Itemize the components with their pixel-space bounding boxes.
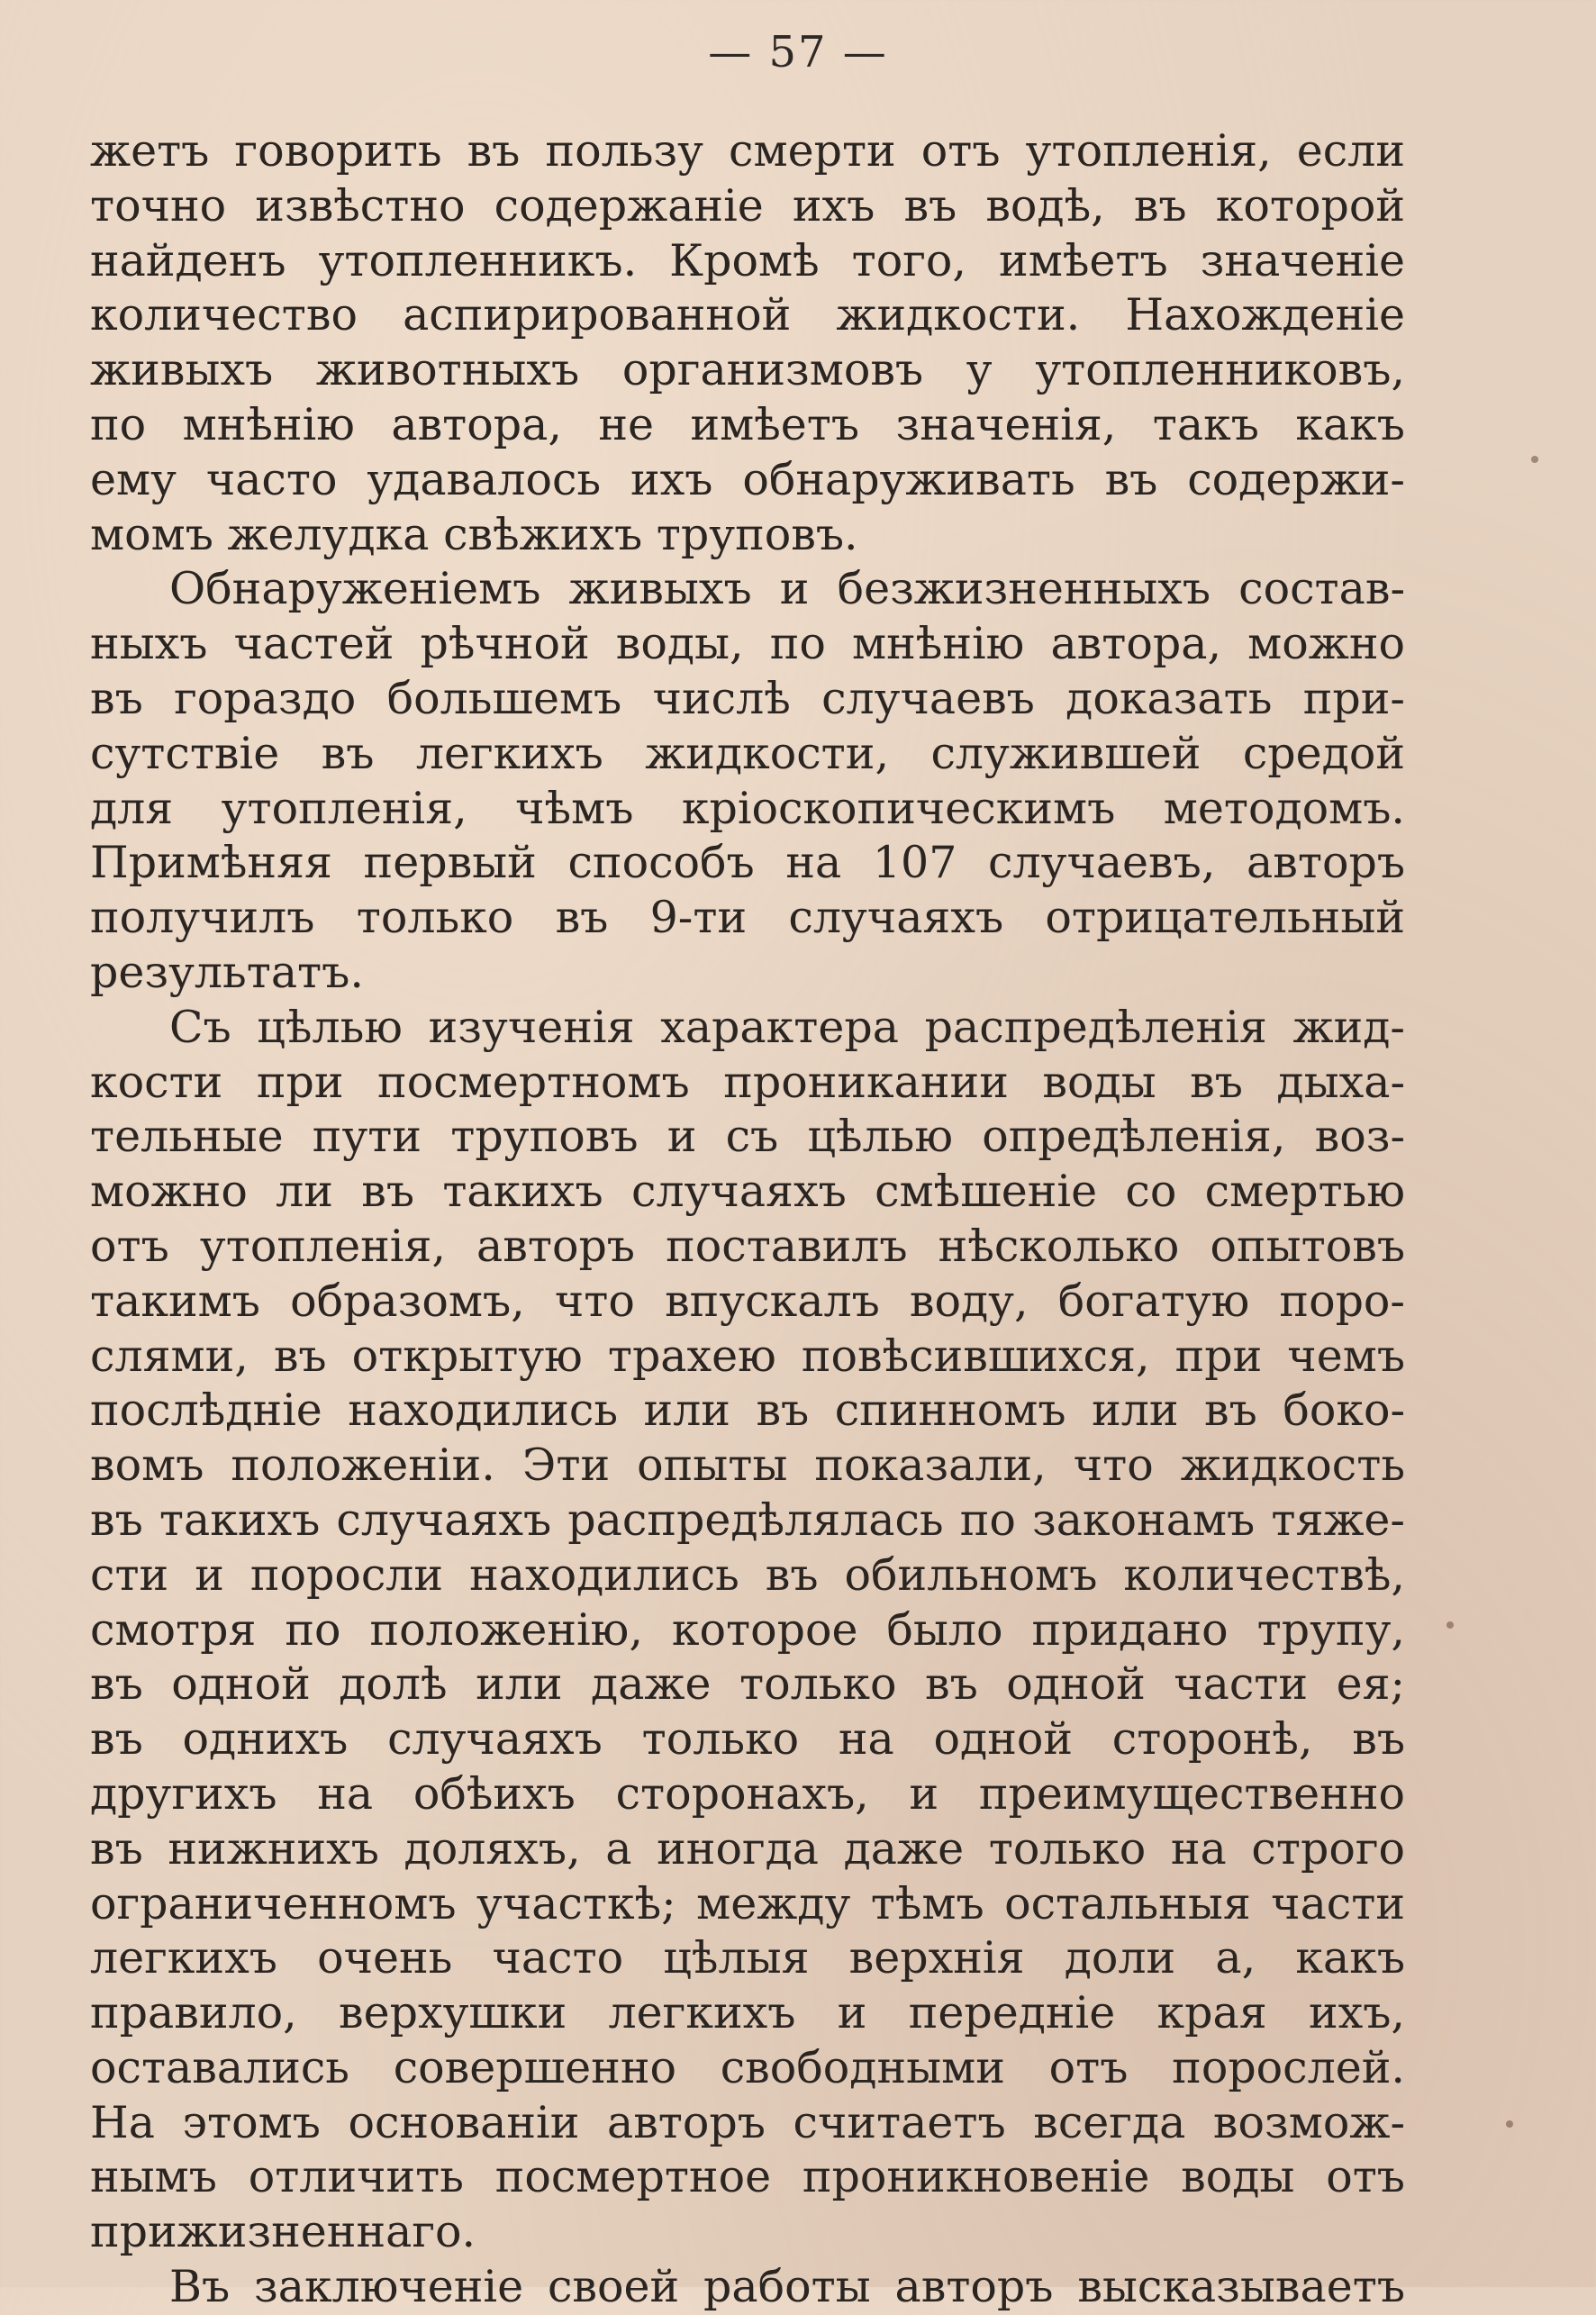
text-line: легкихъ очень часто цѣлыя верхнія доли а, какъ [90, 1932, 1405, 1984]
text-line: можно ли въ такихъ случаяхъ смѣшеніе со смертью [90, 1166, 1405, 1218]
text-line: количество аспирированной жидкости. Нахожденіе [90, 289, 1405, 341]
paper-speck [1446, 1621, 1454, 1629]
page-number: — 57 — [708, 27, 888, 77]
text-line: Примѣняя первый способъ на 107 случаевъ, авторъ [90, 837, 1405, 889]
text-line: ему часто удавалось ихъ обнаруживать въ содержи- [90, 453, 1405, 505]
text-line: момъ желудка свѣжихъ труповъ. [90, 508, 858, 560]
text-line: На этомъ основаніи авторъ считаетъ всегда возмож- [90, 2096, 1405, 2148]
paper-speck [1506, 2120, 1513, 2128]
text-line: въ такихъ случаяхъ распредѣлялась по законамъ тяже- [90, 1493, 1405, 1546]
text-line: сти и поросли находились въ обильномъ количествѣ, [90, 1548, 1405, 1601]
text-line: такимъ образомъ, что впускалъ воду, богатую поро- [90, 1275, 1405, 1327]
body-text [90, 124, 1405, 2315]
text-line: точно извѣстно содержаніе ихъ въ водѣ, въ которой [90, 179, 1405, 232]
text-line: отъ утопленія, авторъ поставилъ нѣсколько опытовъ [90, 1220, 1405, 1272]
text-line: получилъ только въ 9-ти случаяхъ отрицательный [90, 892, 1405, 944]
text-line: живыхъ животныхъ организмовъ у утопленниковъ, [90, 344, 1405, 396]
text-line: нымъ отличить посмертное проникновеніе воды отъ [90, 2151, 1405, 2203]
text-line: въ одной долѣ или даже только въ одной части ея; [90, 1658, 1405, 1711]
text-line: въ однихъ случаяхъ только на одной сторонѣ, въ [90, 1713, 1405, 1766]
text-line: кости при посмертномъ проникании воды въ дыха- [90, 1056, 1405, 1108]
text-line: ограниченномъ участкѣ; между тѣмъ остальныя части [90, 1877, 1405, 1929]
text-line: въ нижнихъ доляхъ, а иногда даже только на строго [90, 1822, 1405, 1875]
text-line: въ гораздо большемъ числѣ случаевъ доказать при- [90, 672, 1405, 724]
text-line: слями, въ открытую трахею повѣсившихся, при чемъ [90, 1330, 1405, 1382]
text-line: тельные пути труповъ и съ цѣлью опредѣленія, воз- [90, 1111, 1405, 1163]
text-line: Съ цѣлью изученія характера распредѣленія жид- [169, 1001, 1405, 1053]
text-line: оставались совершенно свободными отъ порослей. [90, 2041, 1405, 2093]
text-line: по мнѣнію автора, не имѣетъ значенія, такъ какъ [90, 398, 1405, 450]
text-line: послѣдніе находились или въ спинномъ или въ боко- [90, 1384, 1405, 1437]
text-line: ныхъ частей рѣчной воды, по мнѣнію автора, можно [90, 618, 1405, 670]
text-line: найденъ утопленникъ. Кромѣ того, имѣетъ значеніе [90, 234, 1405, 286]
text-line: для утопленія, чѣмъ кріоскопическимъ методомъ. [90, 782, 1405, 834]
paper-speck [1531, 456, 1538, 463]
text-line: жетъ говорить въ пользу смерти отъ утопленія, если [90, 125, 1405, 177]
text-line: смотря по положенію, которое было придано трупу, [90, 1603, 1405, 1656]
text-line: вомъ положеніи. Эти опыты показали, что жидкость [90, 1439, 1405, 1492]
text-line: правило, верхушки легкихъ и передніе края ихъ, [90, 1987, 1405, 2039]
text-line: Въ заключеніе своей работы авторъ высказываетъ [169, 2261, 1405, 2313]
text-line: прижизненнаго. [90, 2206, 476, 2258]
text-line: другихъ на обѣихъ сторонахъ, и преимущественно [90, 1767, 1405, 1820]
text-line: Обнаруженіемъ живыхъ и безжизненныхъ состав- [169, 563, 1405, 615]
text-line: результатъ. [90, 946, 364, 998]
text-line: сутствіе въ легкихъ жидкости, служившей средой [90, 727, 1405, 779]
